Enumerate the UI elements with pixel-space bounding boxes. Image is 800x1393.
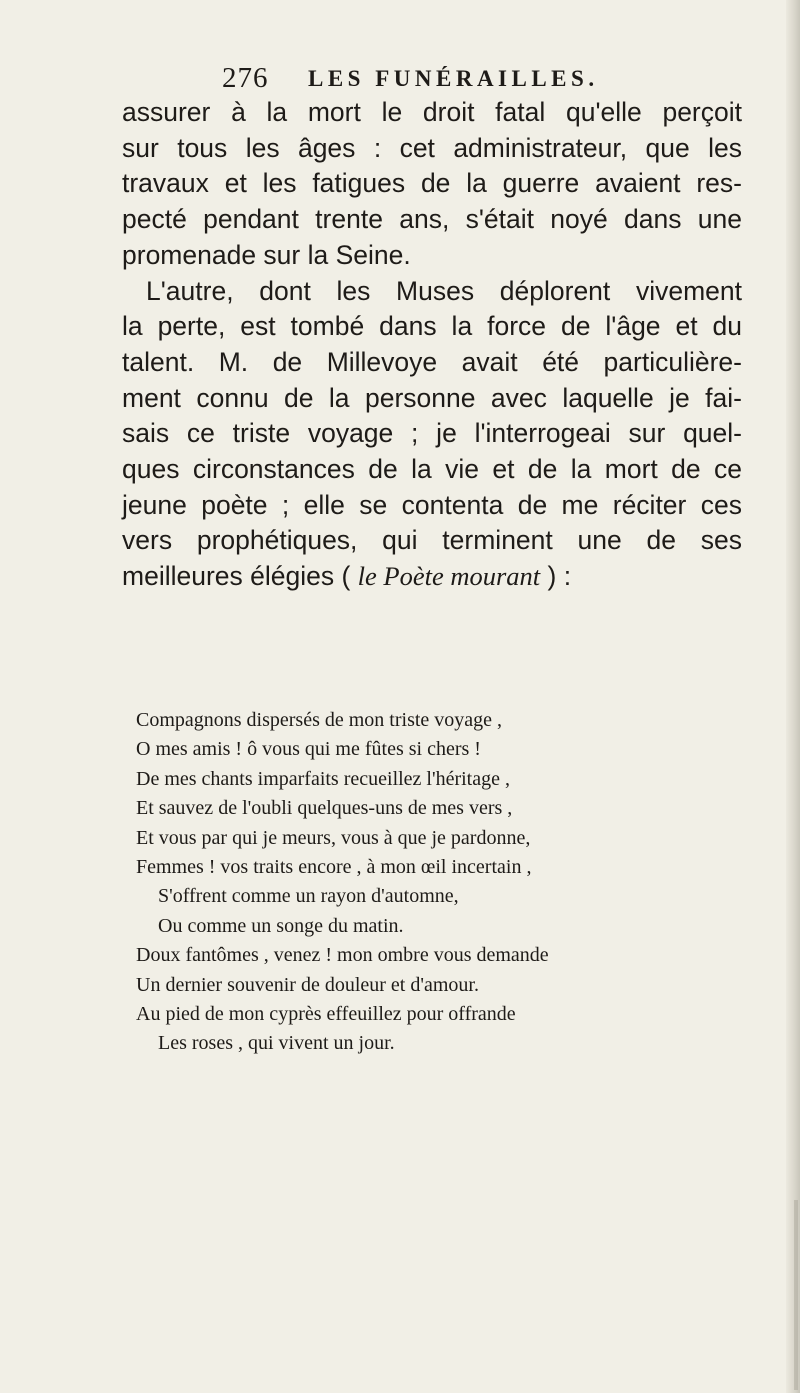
text-line xyxy=(122,559,742,595)
text-line: talent. M. de Millevoye avait été particulière- xyxy=(122,346,742,377)
poem-verse: Et sauvez de l'oubli quelques-uns de mes vers , xyxy=(136,797,513,820)
poem-verse: Femmes ! vos traits encore , à mon œil incertain , xyxy=(136,856,532,879)
body-text xyxy=(122,95,742,595)
running-title: LES FUNÉRAILLES. xyxy=(308,66,599,91)
text-line: travaux et les fatigues de la guerre avaient res- xyxy=(122,168,742,199)
text-line: vers prophétiques, qui terminent une de ses xyxy=(122,525,742,556)
text-line: ment connu de la personne avec laquelle je fai- xyxy=(122,382,742,413)
poem-verse: De mes chants imparfaits recueillez l'héritage , xyxy=(136,767,510,790)
poem-verse: Un dernier souvenir de douleur et d'amour. xyxy=(136,973,479,996)
poem-verse: Les roses , qui vivent un jour. xyxy=(158,1032,395,1055)
poem-verse: Et vous par qui je meurs, vous à que je pardonne, xyxy=(136,826,531,849)
poem-block xyxy=(136,706,696,1059)
page-edge-shadow xyxy=(794,1200,798,1390)
text-line: promenade sur la Seine. xyxy=(122,239,411,270)
text-line: sur tous les âges : cet administrateur, que les xyxy=(122,132,742,163)
text-line: assurer à la mort le droit fatal qu'elle perçoit xyxy=(122,97,742,127)
poem-verse: O mes amis ! ô vous qui me fûtes si chers ! xyxy=(136,738,481,761)
text-fragment: ) : xyxy=(540,561,572,592)
poem-verse: Ou comme un songe du matin. xyxy=(158,914,404,937)
poem-title: le Poète mourant xyxy=(357,561,541,592)
text-line: ques circonstances de la vie et de la mort de ce xyxy=(122,454,742,485)
poem-verse: Doux fantômes , venez ! mon ombre vous demande xyxy=(136,944,549,967)
text-line: pecté pendant trente ans, s'était noyé dans une xyxy=(122,204,742,235)
text-line: jeune poète ; elle se contenta de me réciter ces xyxy=(122,489,742,520)
text-fragment: meilleures élégies ( xyxy=(122,561,358,592)
text-line: L'autre, dont les Muses déplorent vivement xyxy=(146,275,742,306)
poem-verse: Au pied de mon cyprès effeuillez pour offrande xyxy=(136,1003,516,1026)
poem-verse: Compagnons dispersés de mon triste voyage , xyxy=(136,709,503,731)
text-line: sais ce triste voyage ; je l'interrogeai sur quel- xyxy=(122,418,742,449)
text-line: la perte, est tombé dans la force de l'âge et du xyxy=(122,311,742,342)
page-number: 276 xyxy=(222,62,269,94)
page-edge xyxy=(786,0,800,1393)
poem-verse: S'offrent comme un rayon d'automne, xyxy=(158,885,459,908)
